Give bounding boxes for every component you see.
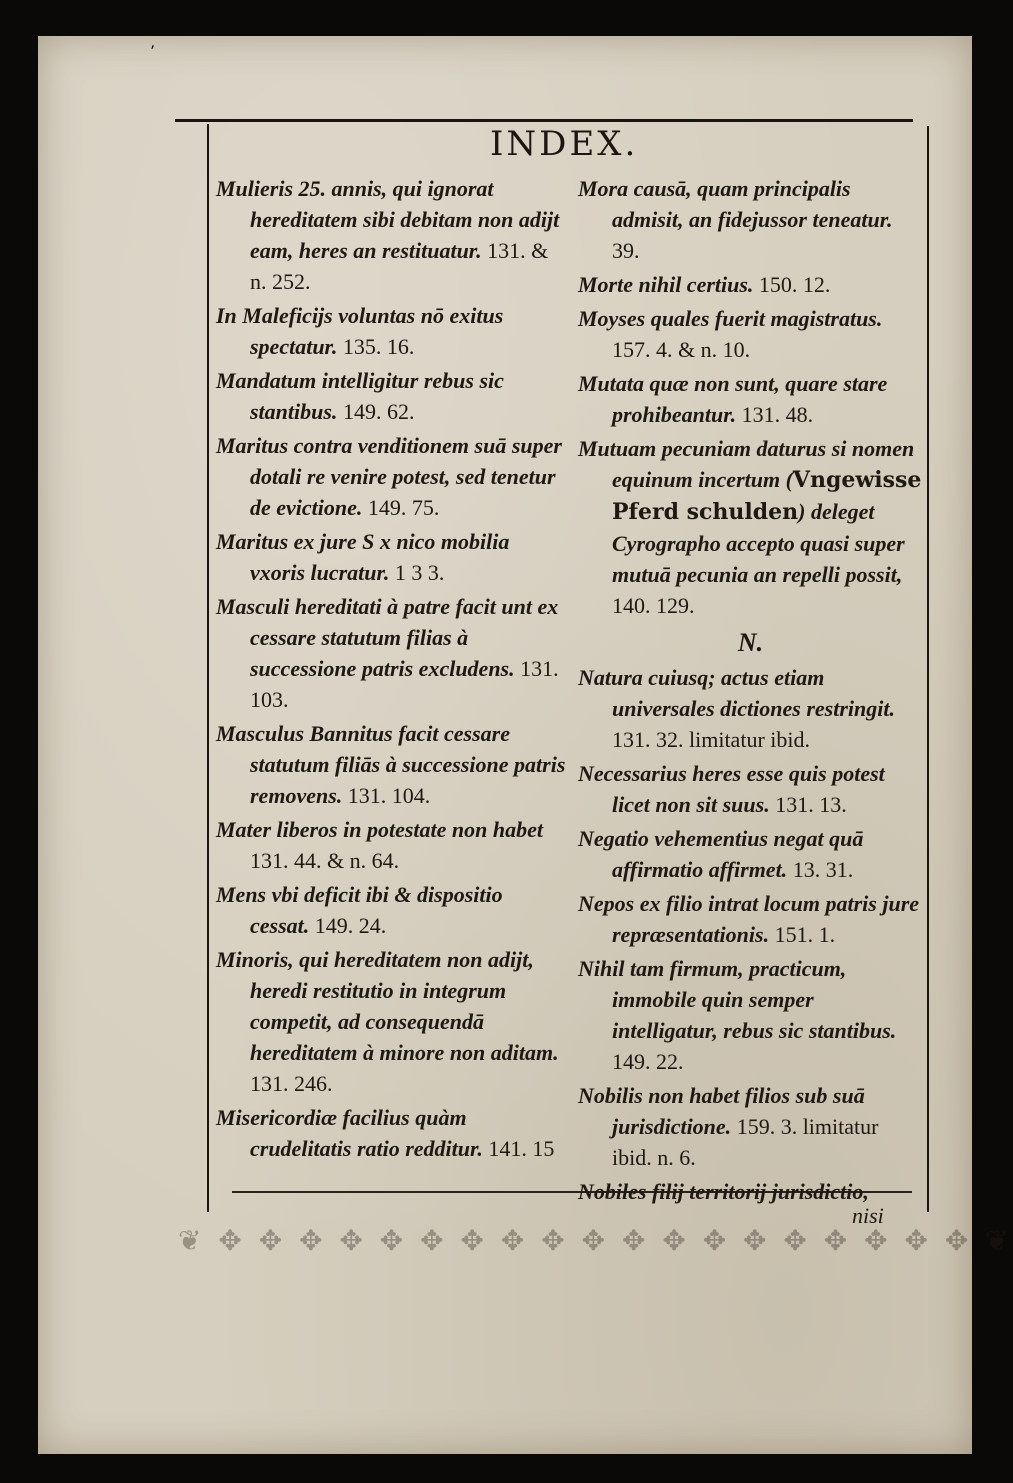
entry-text: Maritus contra venditionem suā super dotali re venire potest, sed tenetur de evictione. bbox=[216, 433, 562, 520]
entry-text: Nihil tam firmum, practicum, immobile quin semper intelligatur, rebus sic stantibus. bbox=[578, 956, 897, 1043]
index-entry bbox=[216, 365, 566, 427]
entry-reference: 157. 4. & n. 10. bbox=[612, 337, 751, 362]
index-entry bbox=[578, 433, 923, 621]
index-entry bbox=[578, 269, 923, 300]
index-entry bbox=[216, 300, 566, 362]
entry-reference: 141. 15 bbox=[488, 1136, 555, 1161]
index-entry bbox=[216, 1102, 566, 1164]
index-entry bbox=[216, 173, 566, 297]
entry-text: Nobilis non habet filios sub suā jurisdictione. bbox=[578, 1083, 865, 1139]
entry-text: Mora causā, quam principalis admisit, an fidejussor teneatur. bbox=[578, 176, 893, 232]
index-entry bbox=[578, 1080, 923, 1173]
entry-text: Mater liberos in potestate non habet bbox=[216, 817, 543, 842]
index-entry bbox=[578, 662, 923, 755]
right-rule bbox=[927, 126, 929, 1212]
entry-text: Mulieris 25. annis, qui ignorat hereditatem sibi debitam non adijt eam, heres an restituatur. bbox=[216, 176, 560, 263]
index-entry bbox=[216, 944, 566, 1099]
entry-reference: 151. 1. bbox=[774, 922, 836, 947]
index-column-left bbox=[216, 173, 566, 1167]
entry-reference: 140. 129. bbox=[612, 593, 695, 618]
entry-reference: 131. 32. limitatur ibid. bbox=[612, 727, 810, 752]
entry-text: Masculi hereditati à patre facit unt ex cessare statutum filias à successione patris excludens. bbox=[216, 594, 559, 681]
entry-text: Nepos ex filio intrat locum patris jure repræsentationis. bbox=[578, 891, 920, 947]
index-entry bbox=[216, 430, 566, 523]
index-entry bbox=[578, 823, 923, 885]
index-entry bbox=[216, 718, 566, 811]
entry-reference: 131. 103. bbox=[250, 656, 559, 712]
section-letter: N. bbox=[737, 628, 764, 657]
entry-text: Mutuam pecuniam daturus si nomen equinum incertum ( bbox=[578, 436, 915, 492]
index-entry bbox=[216, 814, 566, 876]
entry-reference: 149. 75. bbox=[367, 495, 440, 520]
index-entry bbox=[578, 953, 923, 1077]
index-column-right bbox=[578, 173, 923, 1210]
index-entry bbox=[216, 526, 566, 588]
entry-reference: 149. 62. bbox=[342, 399, 415, 424]
entry-text: In Maleficijs voluntas nō exitus spectatur. bbox=[216, 303, 504, 359]
entry-text: Misericordiæ facilius quàm crudelitatis ratio redditur. bbox=[216, 1105, 483, 1161]
entry-reference: 131. & n. 252. bbox=[250, 238, 549, 294]
entry-reference: 159. 3. limitatur ibid. n. 6. bbox=[612, 1114, 879, 1170]
entry-reference: 131. 48. bbox=[741, 402, 814, 427]
entry-text: Negatio vehementius negat quā affirmatio affirmet. bbox=[578, 826, 864, 882]
entry-text: Mutata quæ non sunt, quare stare prohibeantur. bbox=[578, 371, 888, 427]
top-rule bbox=[175, 119, 913, 122]
entry-reference: 135. 16. bbox=[342, 334, 415, 359]
edge-mark: ٬ bbox=[150, 42, 156, 61]
entry-german-gloss: Vngewisse Pferd schulden bbox=[612, 467, 922, 525]
entry-text: Necessarius heres esse quis potest licet non sit suus. bbox=[578, 761, 885, 817]
entry-text: Masculus Bannitus facit cessare statutum filiās à successione patris removens. bbox=[216, 721, 566, 808]
entry-reference: 131. 104. bbox=[347, 783, 431, 808]
entry-text: Minoris, qui hereditatem non adijt, heredi restitutio in integrum competit, ad consequendā hereditatem à minore non aditam. bbox=[216, 947, 559, 1065]
index-entry bbox=[578, 888, 923, 950]
entry-reference: 131. 44. & n. 64. bbox=[250, 848, 400, 873]
entry-text: Maritus ex jure S x nico mobilia vxoris lucratur. bbox=[216, 529, 510, 585]
index-entry bbox=[216, 591, 566, 715]
entry-text: Mens vbi deficit ibi & dispositio cessat. bbox=[216, 882, 503, 938]
entry-text: Morte nihil certius. bbox=[578, 272, 754, 297]
index-entry bbox=[578, 303, 923, 365]
entry-reference: 150. 12. bbox=[758, 272, 831, 297]
entry-text: Natura cuiusq; actus etiam universales dictiones restringit. bbox=[578, 665, 895, 721]
index-entry bbox=[216, 879, 566, 941]
catchword: nisi bbox=[852, 1203, 884, 1228]
entry-reference: 131. 13. bbox=[775, 792, 847, 817]
entry-reference: 13. 31. bbox=[792, 857, 854, 882]
entry-text-continued: ) deleget Cyrographo accepto quasi super mutuā pecunia an repelli possit, bbox=[612, 499, 905, 587]
page-title: INDEX. bbox=[490, 124, 639, 164]
entry-text: Nobiles filij territorij jurisdictio, bbox=[578, 1179, 869, 1204]
index-entry bbox=[578, 173, 923, 266]
entry-reference: 149. 24. bbox=[314, 913, 387, 938]
index-entry bbox=[578, 758, 923, 820]
ornament-bleedthrough: ❦ ✥ ✥ ✥ ✥ ✥ ✥ ✥ ✥ ✥ ✥ ✥ ✥ ✥ ✥ ✥ ✥ ✥ ✥ ✥ ❦ bbox=[178, 1224, 1013, 1257]
entry-reference: 39. bbox=[612, 238, 640, 263]
entry-text: Mandatum intelligitur rebus sic stantibus. bbox=[216, 368, 504, 424]
entry-text: Moyses quales fuerit magistratus. bbox=[578, 306, 883, 331]
left-rule bbox=[207, 124, 209, 1212]
entry-reference: 149. 22. bbox=[612, 1049, 684, 1074]
index-entry bbox=[578, 368, 923, 430]
entry-reference: 1 3 3. bbox=[394, 560, 445, 585]
entry-reference: 131. 246. bbox=[250, 1071, 333, 1096]
